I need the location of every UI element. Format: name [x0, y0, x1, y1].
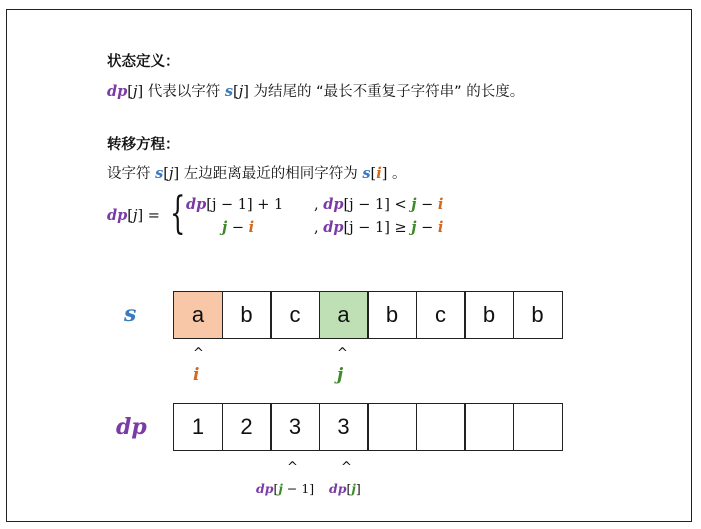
case2-cond-rest: [j − 1] ≥: [343, 220, 412, 236]
case1-comma: ,: [314, 197, 319, 213]
s-cell-4: b: [367, 291, 417, 339]
transition-text: 设字符 s[j] 左边距离最近的相同字符为 s[i] 。: [107, 165, 407, 182]
case2-cond-minus: −: [416, 220, 438, 236]
s-symbol-transition: s: [155, 165, 164, 182]
case2-minus: −: [227, 220, 249, 236]
dp-symbol: dp: [107, 83, 128, 100]
dp-cell-0: 1: [173, 403, 223, 451]
dp-j-caret: ^: [341, 460, 352, 475]
s-cell-6: b: [464, 291, 514, 339]
i-caret: ^: [193, 346, 204, 361]
case2-cond-dp: dp: [323, 219, 344, 236]
definition-text-part2: 为结尾的 “最长不重复子字符串” 的长度。: [248, 84, 525, 100]
dp-j-minus-1-caret: ^: [287, 460, 298, 475]
definition-text-part1: 代表以字符: [143, 84, 225, 100]
case1-condition: [314, 196, 443, 213]
j-symbol-2: j: [238, 84, 244, 100]
equation-lhs: dp[j] =: [107, 207, 160, 224]
dp-row-cells: [173, 403, 563, 451]
i-symbol-transition: i: [376, 165, 382, 182]
case1-cond-minus: −: [416, 197, 438, 213]
s-cell-2: c: [270, 291, 320, 339]
dp-cell-1: 2: [222, 403, 272, 451]
case1-cond-dp: dp: [323, 196, 344, 213]
case2-condition: [314, 219, 443, 236]
bracket-close: ]: [137, 84, 144, 100]
s-cell-3: a: [319, 291, 369, 339]
lhs-j: j: [132, 208, 138, 224]
j-caret: ^: [337, 346, 348, 361]
dp-cell-4: [367, 403, 417, 451]
dp-j-label: dp[j]: [329, 481, 361, 496]
case1-cond-rest: [j − 1] <: [343, 197, 412, 213]
j-symbol-transition: j: [168, 166, 174, 182]
s-cell-7: b: [513, 291, 563, 339]
transition-middle: 左边距离最近的相同字符为: [179, 166, 363, 182]
case1-cond-j: j: [411, 196, 417, 213]
case2-j: j: [222, 219, 228, 236]
i-pointer-label: i: [193, 365, 200, 385]
s-cell-0: a: [173, 291, 223, 339]
case1-dp: dp: [186, 196, 207, 213]
j-symbol: j: [132, 84, 138, 100]
dp-cell-2: 3: [270, 403, 320, 451]
case1-cond-i: i: [437, 196, 444, 213]
case2-comma: ,: [314, 220, 319, 236]
dp-cell-6: [464, 403, 514, 451]
case2-cond-j: j: [411, 219, 417, 236]
equals-sign: =: [143, 208, 160, 224]
transition-suffix: 。: [387, 166, 407, 182]
s-cell-1: b: [222, 291, 272, 339]
dp-cell-3: 3: [319, 403, 369, 451]
case2-cond-i: i: [437, 219, 444, 236]
lhs-dp: dp: [107, 207, 128, 224]
dp-j-minus-1-label: dp[j − 1]: [256, 481, 315, 496]
bracket-open: [: [127, 84, 133, 100]
dp-row-label: dp: [116, 414, 147, 440]
s-row-label: s: [124, 301, 137, 327]
s-symbol: s: [224, 83, 234, 100]
case1-rest: [j − 1] + 1: [206, 197, 284, 213]
transition-heading: 转移方程：: [107, 137, 180, 153]
case2-i: i: [248, 219, 255, 236]
case1-value: [186, 196, 283, 213]
dp-cell-5: [416, 403, 466, 451]
case-brace: {: [170, 188, 186, 239]
s-row-cells: [173, 291, 563, 339]
case2-value: [222, 219, 254, 236]
j-pointer-label: j: [337, 365, 344, 385]
state-definition-text: dp[j] 代表以字符 s[j] 为结尾的 “最长不重复子字符串” 的长度。: [107, 83, 525, 100]
state-definition-heading: 状态定义：: [107, 54, 180, 70]
dp-cell-7: [513, 403, 563, 451]
transition-prefix: 设字符: [107, 166, 156, 182]
s-cell-5: c: [416, 291, 466, 339]
